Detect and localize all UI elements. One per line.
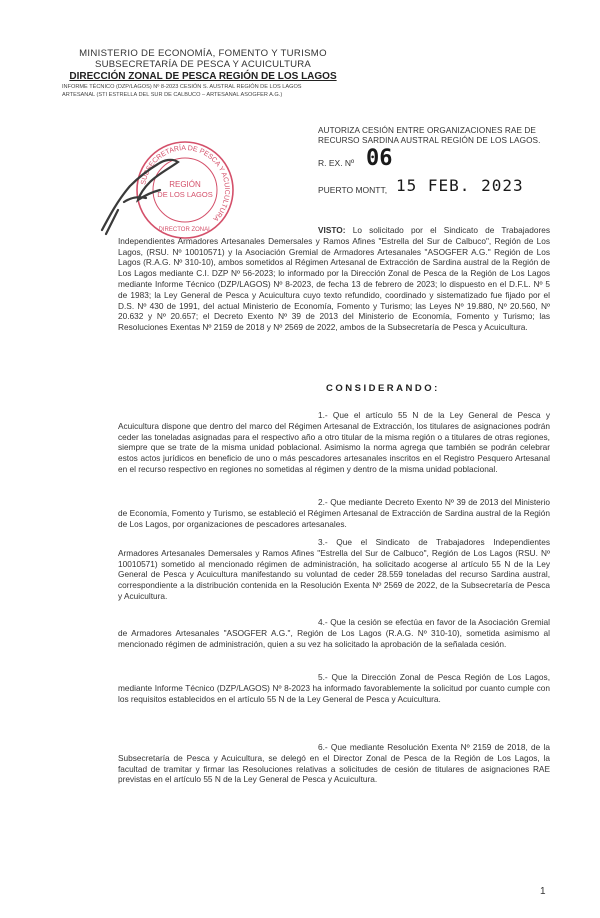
letterhead (58, 48, 348, 99)
place-date-block (318, 176, 568, 200)
ministry-line: MINISTERIO DE ECONOMÍA, FOMENTO Y TURISMO (79, 48, 327, 59)
resolution-number: 06 (366, 146, 393, 171)
considerando-item-4: 4.- Que la cesión se efectúa en favor de la Asociación Gremial de Armadores Artesanales "ASOGFER A.G.", Región de Los Lagos (R.A.G. Nº 310-10), sometida asimismo al mencionado régimen de administración, quien a su vez ha solicitado la aprobación de la señalada cesión. (118, 617, 550, 649)
resolution-title: AUTORIZA CESIÓN ENTRE ORGANIZACIONES RAE DE RECURSO SARDINA AUSTRAL REGIÓN DE LOS LAGOS. (318, 126, 541, 145)
considerando-item-3: 3.- Que el Sindicato de Trabajadores Independientes Armadores Artesanales Demersales y Ramos Afines "Estrella del Sur de Calbuco", Región de Los Lagos (RSU. Nº 10010571) sometido al mencionado régimen de administración, ha solicitado acogerse al artículo 55 N de la Ley General de Pesca y Acuicultura manifestando su voluntad de ceder 28.559 toneladas del recurso Sardina austral, correspondiente a la distribución contenida en la Resolución Exenta Nº 2569 de 2022, de la Subsecretaría de Pesca y Acuicultura. (118, 537, 550, 601)
zonal-direction-line: DIRECCIÓN ZONAL DE PESCA REGIÓN DE LOS LAGOS (69, 71, 337, 82)
considerando-item-1: 1.- Que el artículo 55 N de la Ley General de Pesca y Acuicultura dispone que dentro del marco del Régimen Artesanal de Extracción, los titulares de asignaciones podrán ceder las toneladas asignadas para el respectivo año a otro titular de la misma región o a titulares de otras regiones, siempre que se trate de la misma unidad poblacional. Asimismo la norma agrega que también se podrán celebrar estos actos jurídicos en beneficio de uno o más pescadores artesanales inscritos en el Registro Pesquero Artesanal en el recurso respectivo en regiones no sometidas al régimen y dentro de la misma unidad poblacional. (118, 410, 550, 474)
visto-lead: VISTO: (318, 225, 346, 235)
resolution-date: 15 FEB. 2023 (396, 176, 524, 195)
considerando-item-5: 5.- Que la Dirección Zonal de Pesca Región de Los Lagos, mediante Informe Técnico (DZP/LAGOS) Nº 8-2023 ha informado favorablemente la solicitud por cuanto cumple con los requisitos establecidos en el artículo 55 N de la Ley General de Pesca y Acuicultura. (118, 672, 550, 704)
stamp-center-2: DE LOS LAGOS (157, 190, 213, 199)
reference-line-1: INFORME TÉCNICO (DZP/LAGOS) Nº 8-2023 CESIÓN S. AUSTRAL REGIÓN DE LOS LAGOS (62, 84, 302, 90)
resolution-number-block (318, 146, 558, 174)
page-number: 1 (540, 886, 546, 897)
visto-paragraph (118, 225, 550, 333)
considerando-heading: CONSIDERANDO: (326, 383, 440, 394)
resolution-label: R. EX. Nº (318, 158, 355, 168)
considerando-item-6: 6.- Que mediante Resolución Exenta Nº 2159 de 2018, de la Subsecretaría de Pesca y Acuicultura, se delegó en el Director Zonal de Pesca de la Región de Los Lagos, la facultad de tramitar y firmar las Resoluciones relativas a solicitudes de cesión de titulares de asignaciones RAE previstas en el artículo 55 N de la Ley General de Pesca y Acuicultura. (118, 742, 550, 785)
stamp-center-1: REGIÓN (169, 180, 201, 189)
reference-line-2: ARTESANAL (STI ESTRELLA DEL SUR DE CALBUCO – ARTESANAL ASOGFER A.G.) (62, 92, 283, 98)
stamp-bottom-text: DIRECTOR ZONAL (158, 227, 212, 233)
subsecretariat-line: SUBSECRETARÍA DE PESCA Y ACUICULTURA (94, 59, 311, 70)
considerando-item-2: 2.- Que mediante Decreto Exento Nº 39 de 2013 del Ministerio de Economía, Fomento y Turismo, se estableció el Régimen Artesanal de Extracción de Sardina austral de la Región de Los Lagos, por organizaciones de pescadores artesanales. (118, 497, 550, 529)
place-label: PUERTO MONTT, (318, 185, 388, 195)
stamp-ring-text: SUBSECRETARÍA DE PESCA Y ACUICULTURA (140, 144, 231, 223)
visto-text: Lo solicitado por el Sindicato de Trabajadores Independientes Armadores Artesanales Demersales y Ramos Afines "Estrella del Sur de Calbuco", Región de Los Lagos, (RSU. Nº 10010571) y la Asociación Gremial de Armadores Artesanales "ASOGFER A.G." Región de Los Lagos (R.A.G. Nº 310-10), ambos sometidos al Régimen Artesanal de Extracción de Sardina austral de la Región de Los Lagos mediante C.I. DZP Nº 56-2023; lo informado por la Dirección Zonal de Pesca de la Región de Los Lagos mediante Informe Técnico (DZP/LAGOS) Nº 8-2023, de fecha 13 de febrero de 2023; lo dispuesto en el D.F.L. Nº 5 de 1983; la Ley General de Pesca y Acuicultura cuyo texto refundido, coordinado y sistematizado fue fijado por el D.S. Nº 430 de 1991, del actual Ministerio de Economía, Fomento y Turismo; las Leyes Nº 19.880, Nº 20.560, Nº 20.632 y Nº 20.657; el Decreto Exento Nº 39 de 2013 del Ministerio de Economía, Fomento y Turismo; las Resoluciones Exentas Nº 2159 de 2018 y Nº 2569 de 2022, ambos de la Subsecretaría de Pesca y Acuicultura. (118, 225, 550, 333)
